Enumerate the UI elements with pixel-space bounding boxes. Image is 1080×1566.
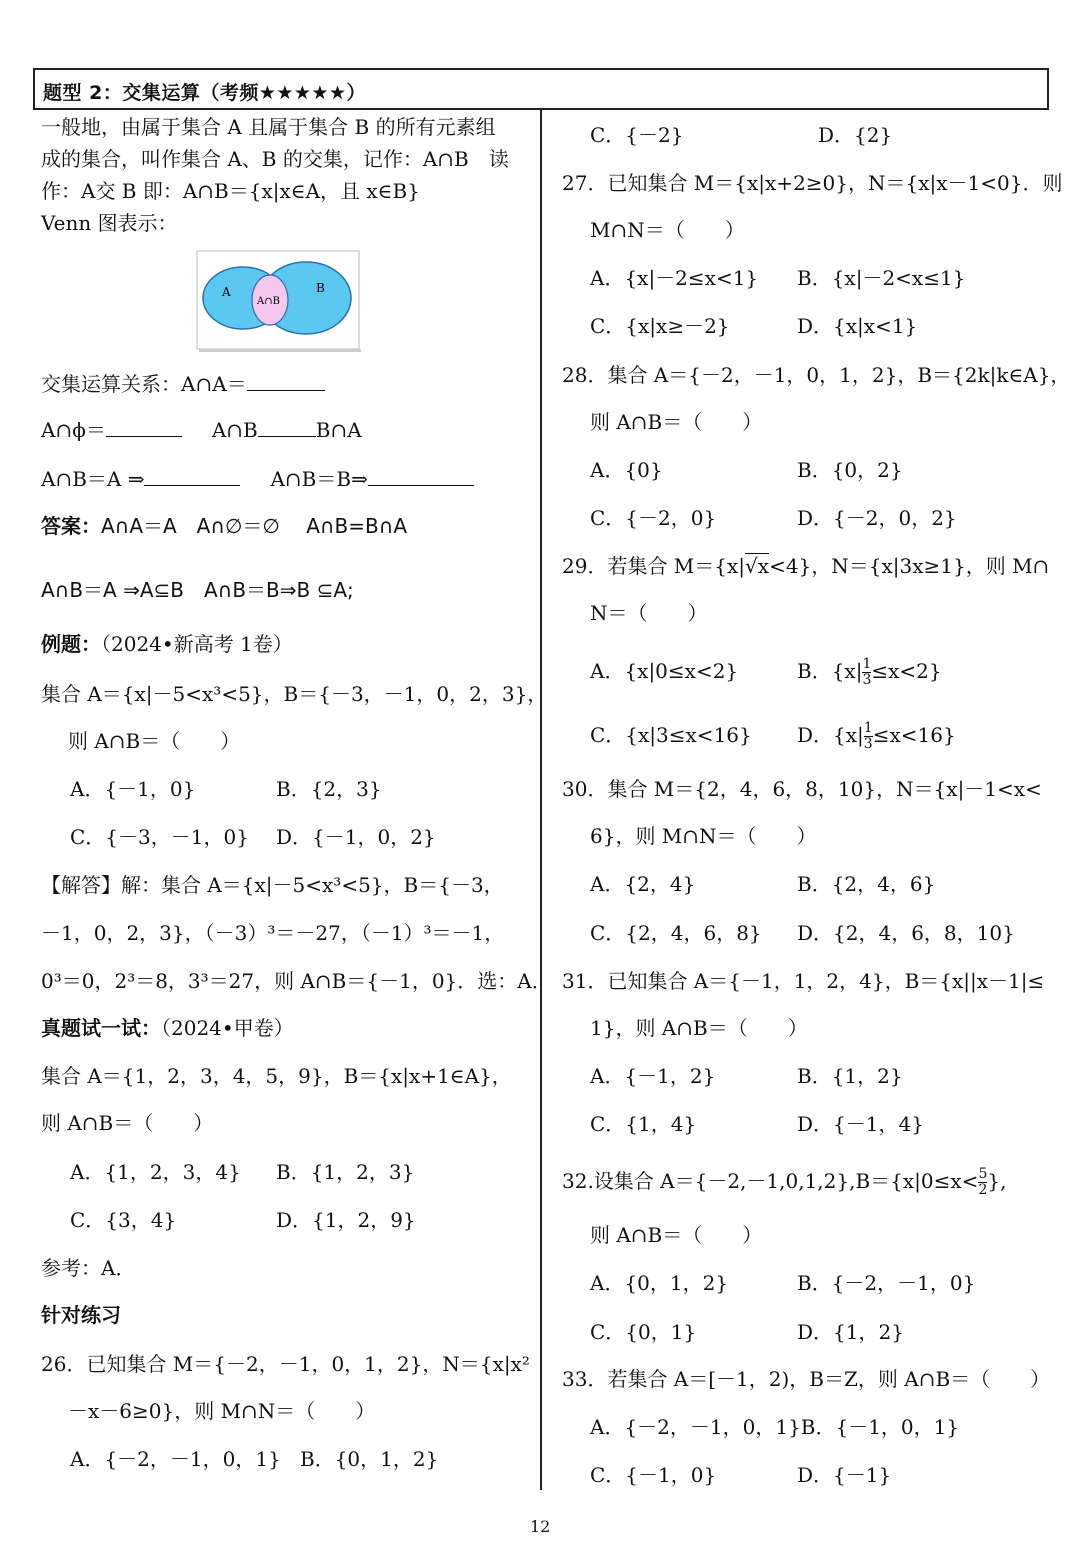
- q27-option-d: D．{x|x<1}: [797, 314, 918, 338]
- definition-line-3: 作：A交 B 即：A∩B＝{x|x∈A，且 x∈B}: [41, 179, 420, 203]
- q33-option-d: D．{－1}: [797, 1463, 892, 1487]
- q29-line-1: 29．若集合 M＝{x|√x<4}，N＝{x|3x≥1}，则 M∩: [562, 554, 1050, 578]
- q27-line-1: 27．已知集合 M＝{x|x+2≥0}，N＝{x|x－1<0}．则: [562, 171, 1063, 195]
- q30-line-1: 30．集合 M＝{2，4，6，8，10}，N＝{x|－1<x<: [562, 777, 1042, 801]
- q32-line-1: 32.设集合 A＝{－2,－1,0,1,2},B＝{x|0≤x< $\frac{5}{2}$ },: [562, 1166, 1007, 1198]
- venn-title: Venn 图表示：: [41, 211, 178, 235]
- q26-option-c: C．{－2}: [590, 123, 684, 147]
- venn-label-a: A: [222, 285, 231, 299]
- q27-option-b: B．{x|－2<x≤1}: [797, 266, 966, 290]
- venn-label-ab: A∩B: [257, 296, 280, 307]
- reference-answer: 参考：A．: [41, 1256, 136, 1280]
- page-number: 12: [530, 1517, 551, 1536]
- q28-line-1: 28．集合 A＝{－2，－1，0，1，2}，B＝{2k|k∈A}，: [562, 363, 1071, 387]
- try-option-a: A．{1，2，3，4}: [70, 1160, 241, 1184]
- q32-option-d: D．{1，2}: [797, 1320, 904, 1344]
- q28-option-d: D．{－2，0，2}: [797, 506, 957, 530]
- answer-line-1: 答案：A∩A＝A A∩∅＝∅ A∩B=B∩A: [41, 514, 408, 538]
- q27-line-2: M∩N＝（ ）: [590, 218, 745, 242]
- example-header: 例题：（2024•新高考 1卷）: [41, 632, 293, 656]
- q32-option-b: B．{－2，－1，0}: [797, 1271, 976, 1295]
- q27-option-a: A．{x|－2≤x<1}: [590, 266, 759, 290]
- q29-line-2: N＝（ ）: [590, 601, 708, 625]
- q30-option-d: D．{2，4，6，8，10}: [797, 921, 1015, 945]
- example-question-2: 则 A∩B＝（ ）: [68, 729, 241, 753]
- definition-line-2: 成的集合，叫作集合 A、B 的交集，记作：A∩B 读: [41, 147, 509, 171]
- q32-line-2: 则 A∩B＝（ ）: [590, 1223, 763, 1247]
- q33-option-ab: A．{－2，－1，0，1}B．{－1，0，1}: [590, 1415, 960, 1439]
- q29-option-c: C．{x|3≤x<16}: [590, 723, 752, 747]
- q26-option-d: D．{2}: [818, 123, 893, 147]
- q32-option-a: A．{0，1，2}: [590, 1271, 729, 1295]
- q32-option-c: C．{0，1}: [590, 1320, 697, 1344]
- relation-line-1: 交集运算关系：A∩A＝: [41, 368, 325, 399]
- column-divider: [540, 110, 542, 1490]
- venn-diagram: [196, 250, 362, 352]
- q31-option-c: C．{1，4}: [590, 1112, 697, 1136]
- answer-line-2: A∩B＝A ⇒A⊆B A∩B＝B⇒B ⊆A;: [41, 578, 354, 602]
- relation-line-3: A∩B＝A ⇒ A∩B＝B⇒: [41, 463, 474, 494]
- q28-option-c: C．{－2，0}: [590, 506, 717, 530]
- venn-label-b: B: [316, 281, 325, 295]
- q28-option-a: A．{0}: [590, 458, 663, 482]
- q26-line-2: －x－6≥0}，则 M∩N＝（ ）: [68, 1399, 376, 1423]
- solution-line-2: －1，0，2，3}，（－3）³＝－27，（－1）³＝－1，: [41, 921, 505, 945]
- example-option-a: A．{－1，0}: [70, 777, 196, 801]
- q31-option-b: B．{1，2}: [797, 1064, 903, 1088]
- q30-option-b: B．{2，4，6}: [797, 872, 936, 896]
- q27-option-c: C．{x|x≥－2}: [590, 314, 730, 338]
- example-question-1: 集合 A＝{x|－5<x³<5}，B＝{－3，－1，0，2，3}，: [41, 682, 548, 706]
- q29-option-b: B．{x| $\frac{1}{3}$ ≤x<2}: [797, 656, 942, 688]
- q33-line-1: 33．若集合 A＝[－1，2)，B＝Z，则 A∩B＝（ ）: [562, 1367, 1051, 1391]
- q29-option-d: D．{x| $\frac{1}{3}$ ≤x<16}: [797, 720, 956, 752]
- section-header: [33, 68, 1049, 110]
- solution-line-1: 【解答】解：集合 A＝{x|－5<x³<5}，B＝{－3，: [41, 873, 504, 897]
- definition-line-1: 一般地，由属于集合 A 且属于集合 B 的所有元素组: [41, 115, 496, 139]
- relation-line-2: A∩ϕ＝ A∩B B∩A: [41, 414, 362, 445]
- q31-line-1: 31．已知集合 A＝{－1，1，2，4}，B＝{x||x－1|≤: [562, 969, 1045, 993]
- q26-line-1: 26．已知集合 M＝{－2，－1，0，1，2}，N＝{x|x²: [41, 1352, 530, 1376]
- solution-line-3: 0³＝0，2³＝8，3³＝27，则 A∩B＝{－1，0}．选：A．: [41, 969, 552, 993]
- try-question-2: 则 A∩B＝（ ）: [41, 1111, 214, 1135]
- q30-line-2: 6}，则 M∩N＝（ ）: [590, 824, 817, 848]
- try-question-1: 集合 A＝{1，2，3，4，5，9}，B＝{x|x+1∈A}，: [41, 1064, 512, 1088]
- q26-option-b: B．{0，1，2}: [300, 1447, 439, 1471]
- try-option-d: D．{1，2，9}: [276, 1208, 416, 1232]
- try-option-b: B．{1，2，3}: [276, 1160, 415, 1184]
- q28-line-2: 则 A∩B＝（ ）: [590, 410, 763, 434]
- example-option-d: D．{－1，0，2}: [276, 825, 436, 849]
- example-option-b: B．{2，3}: [276, 777, 382, 801]
- section-title: 题型 2：交集运算（考频★★★★★）: [43, 82, 367, 104]
- q30-option-a: A．{2，4}: [590, 872, 696, 896]
- try-option-c: C．{3，4}: [70, 1208, 177, 1232]
- q31-option-d: D．{－1，4}: [797, 1112, 924, 1136]
- q31-option-a: A．{－1，2}: [590, 1064, 716, 1088]
- q30-option-c: C．{2，4，6，8}: [590, 921, 762, 945]
- try-header: 真题试一试：（2024•甲卷）: [41, 1016, 294, 1040]
- practice-heading: 针对练习: [41, 1303, 121, 1327]
- q29-option-a: A．{x|0≤x<2}: [590, 659, 739, 683]
- example-option-c: C．{－3，－1，0}: [70, 825, 249, 849]
- q31-line-2: 1}，则 A∩B＝（ ）: [590, 1016, 808, 1040]
- q28-option-b: B．{0，2}: [797, 458, 903, 482]
- q26-option-a: A．{－2，－1，0，1}: [70, 1447, 281, 1471]
- q33-option-c: C．{－1，0}: [590, 1463, 717, 1487]
